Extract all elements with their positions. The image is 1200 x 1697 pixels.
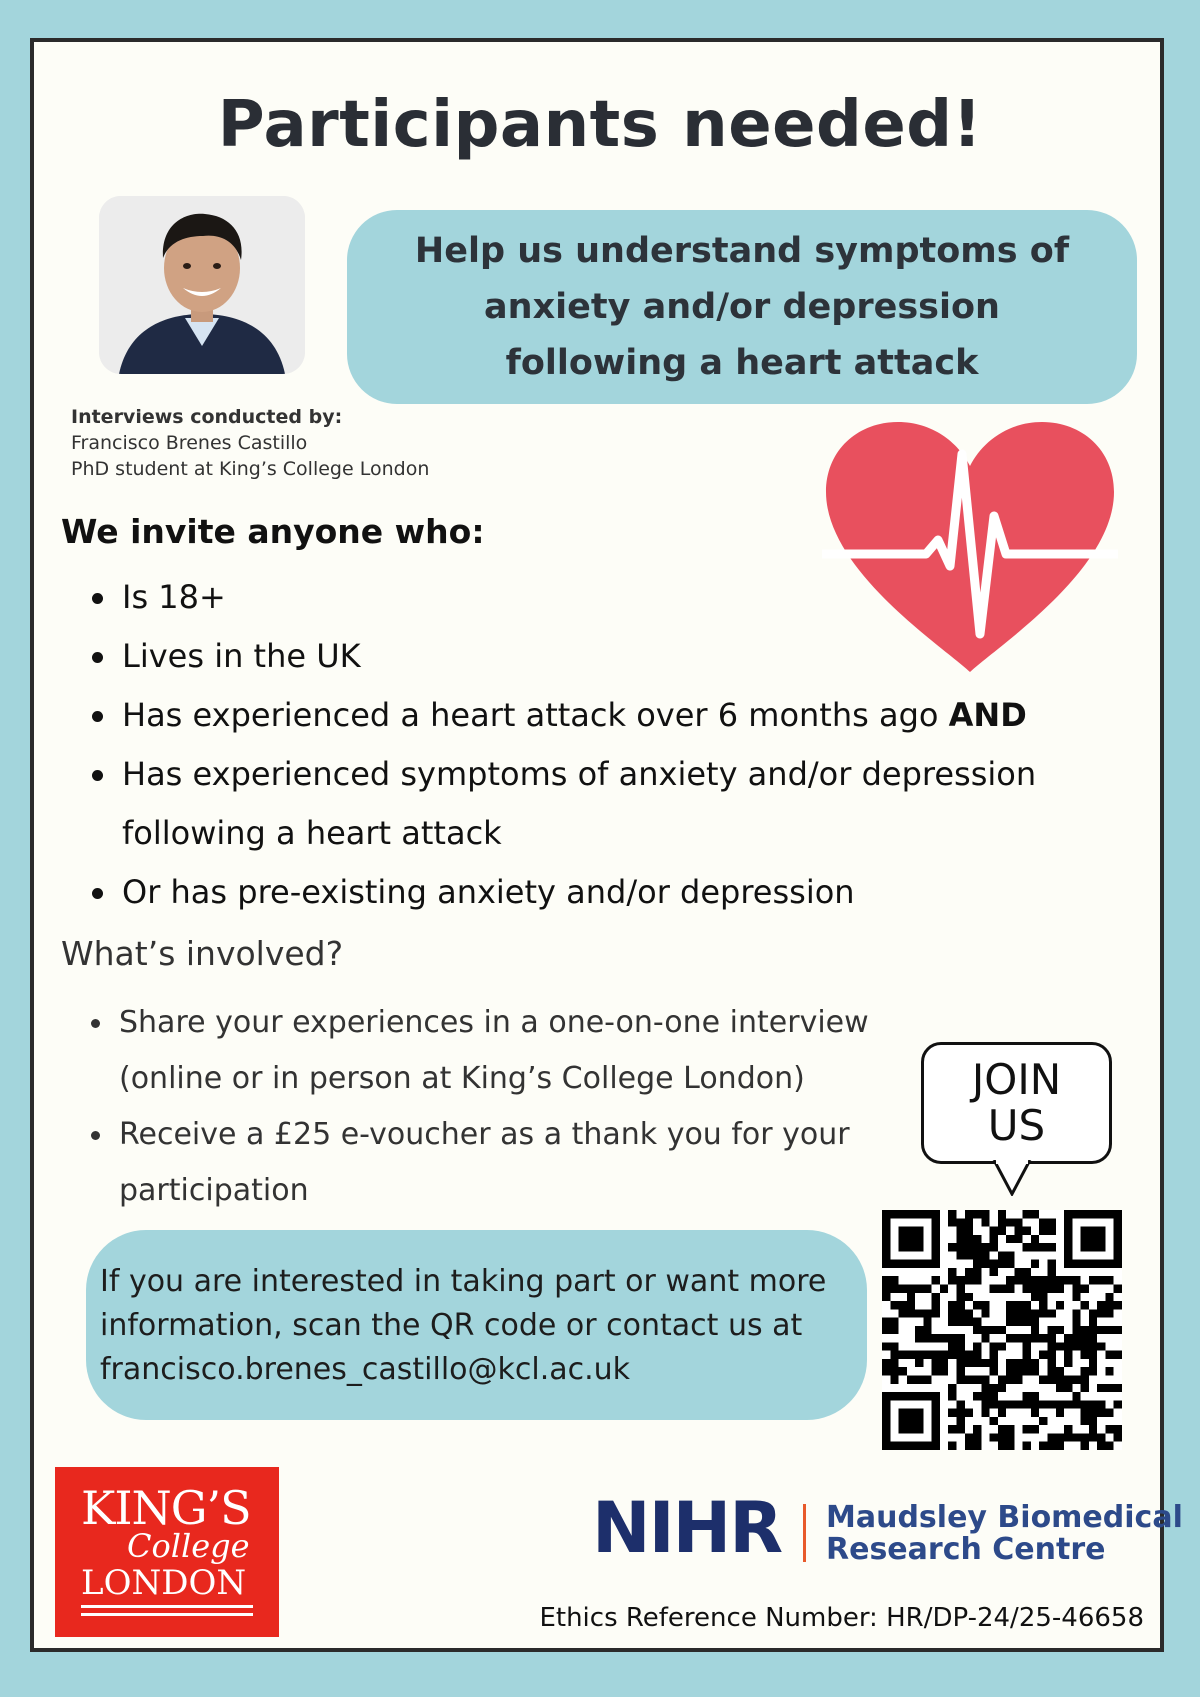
qr-code-icon[interactable] [882, 1210, 1122, 1450]
interviewer-role: PhD student at King’s College London [71, 458, 430, 480]
list-item: Is 18+ [122, 568, 1132, 627]
list-item: Receive a £25 e-voucher as a thank you for your participation [119, 1107, 939, 1219]
bubble-tail-icon [992, 1160, 1032, 1196]
interviewer-info [71, 404, 429, 482]
list-item: Share your experiences in a one-on-one interview (online or in person at King’s College London) [119, 995, 939, 1107]
headline-box: Help us understand symptoms of anxiety and/or depression following a heart attack [347, 210, 1137, 404]
involved-list [119, 995, 939, 1219]
list-item: Has experienced symptoms of anxiety and/or depression following a heart attack [122, 745, 1132, 863]
interviewer-photo [99, 196, 305, 374]
list-item: Has experienced a heart attack over 6 months ago AND [122, 686, 1132, 745]
list-item: Lives in the UK [122, 627, 1132, 686]
list-item: Or has pre-existing anxiety and/or depression [122, 863, 1132, 922]
contact-box: If you are interested in taking part or want more information, scan the QR code or contact us at francisco.brenes_castillo@kcl.ac.uk [86, 1230, 867, 1420]
page-title: Participants needed! [217, 88, 983, 162]
logo-text: College [127, 1527, 250, 1565]
ethics-reference: Ethics Reference Number: HR/DP-24/25-46658 [539, 1603, 1144, 1633]
involved-title: What’s involved? [61, 934, 344, 973]
eligibility-list [122, 568, 1132, 922]
logo-text: KING’S [81, 1481, 251, 1535]
nihr-logo: NIHR [592, 1487, 782, 1569]
join-us-bubble: JOIN US [921, 1042, 1112, 1164]
invite-title: We invite anyone who: [61, 512, 485, 551]
interviewer-label: Interviews conducted by: [71, 406, 343, 428]
brc-name: Maudsley Biomedical Research Centre [826, 1500, 1183, 1567]
logo-text: LONDON [81, 1563, 247, 1603]
logo-divider [803, 1504, 806, 1562]
kings-college-logo [55, 1467, 279, 1637]
interviewer-name: Francisco Brenes Castillo [71, 432, 308, 454]
